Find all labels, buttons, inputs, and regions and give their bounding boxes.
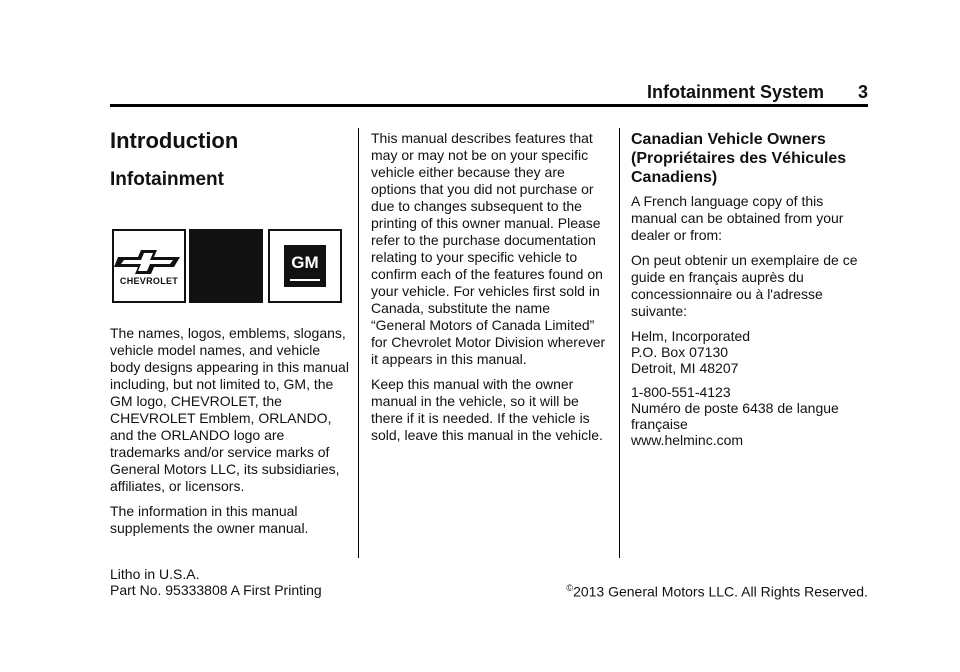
address-line: Detroit, MI 48207	[631, 360, 739, 376]
helm-contact	[631, 384, 867, 448]
extension-note: Numéro de poste 6438 de langue française	[631, 400, 839, 432]
address-line: P.O. Box 07130	[631, 344, 729, 360]
column-divider-1	[358, 128, 359, 558]
infotainment-subheading: Infotainment	[110, 169, 224, 190]
copyright-text: 2013 General Motors LLC. All Rights Reserved.	[573, 583, 868, 600]
supplement-paragraph: The information in this manual supplements the owner manual.	[110, 503, 309, 536]
address-line: Helm, Incorporated	[631, 328, 751, 344]
french-copy-paragraph-fr: On peut obtenir un exemplaire de ce guide en français auprès du concessionnaire ou à l'adresse suivante:	[631, 252, 858, 319]
website: www.helminc.com	[631, 432, 744, 448]
copyright-symbol: ©	[566, 583, 574, 593]
gm-logo	[268, 229, 342, 303]
canadian-owners-heading: Canadian Vehicle Owners (Propriétaires des Véhicules Canadiens)	[631, 131, 847, 186]
column-divider-2	[619, 128, 620, 558]
chevrolet-wordmark: CHEVROLET	[119, 276, 179, 286]
introduction-heading: Introduction	[110, 128, 239, 153]
phone-number: 1-800-551-4123	[631, 384, 731, 400]
copyright-notice	[566, 580, 868, 600]
brand-logos	[112, 229, 344, 305]
chevrolet-logo	[112, 229, 186, 303]
keep-manual-paragraph: Keep this manual with the owner manual in the vehicle, so it will be there if it is needed. If the vehicle is sold, leave this manual in the vehicle.	[371, 376, 603, 443]
helm-address	[631, 328, 867, 376]
column-1	[110, 122, 350, 545]
french-copy-paragraph: A French language copy of this manual can be obtained from your dealer or from:	[631, 193, 844, 243]
column-3	[631, 130, 867, 456]
column-2	[371, 130, 607, 452]
page-number: 3	[857, 82, 868, 102]
part-number: Part No. 95333808 A First Printing	[110, 582, 322, 598]
black-panel-logo	[189, 229, 263, 303]
page-header	[110, 80, 868, 104]
gm-logo-underline	[290, 279, 320, 281]
footer-left	[110, 566, 322, 598]
litho-text: Litho in U.S.A.	[110, 566, 200, 582]
section-title: Infotainment System	[646, 82, 824, 102]
gm-logo-square	[284, 245, 326, 287]
gm-wordmark: GM	[291, 253, 319, 272]
header-rule	[110, 104, 868, 107]
manual-description-paragraph: This manual describes features that may or may not be on your specific vehicle either because they are options that you did not purchase or due to changes subsequent to the printing of this owner manual. Please refer to the purchase documentation relating to your specific vehicle to confirm each of the features found on your vehicle. For vehicles first sold in Canada, substitute the name “General Motors of Canada Limited” for Chevrolet Motor Division wherever it appears in this manual.	[371, 130, 606, 367]
trademark-paragraph: The names, logos, emblems, slogans, vehicle model names, and vehicle body designs appearing in this manual including, but not limited to, GM, the GM logo, CHEVROLET, the CHEVROLET Emblem, ORLANDO, and the ORLANDO logo are trademarks and/or service marks of General Motors LLC, its subsidiaries, affiliates, or licensors.	[110, 325, 349, 494]
